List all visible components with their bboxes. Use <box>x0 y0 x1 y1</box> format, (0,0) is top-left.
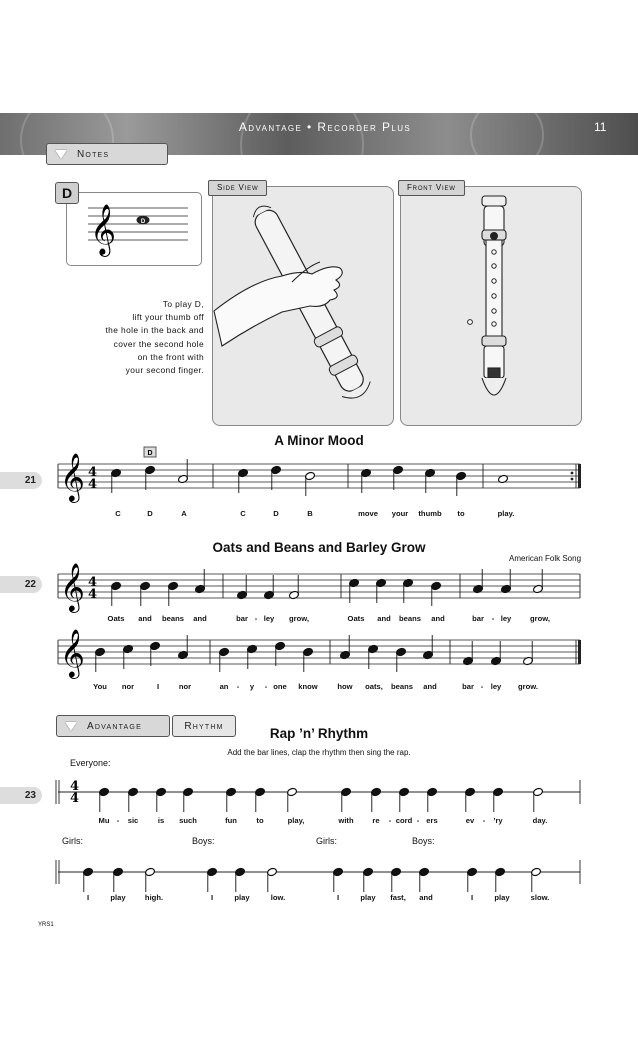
lyric-syllable: ’ry <box>493 816 503 825</box>
lyric-syllable: - <box>482 816 486 825</box>
lyric-syllable: play. <box>497 509 515 518</box>
lyric-syllable: beans <box>162 614 184 623</box>
lyric-syllable: and <box>138 614 152 623</box>
lyric-syllable: D <box>273 509 279 518</box>
page-number: 11 <box>594 120 607 134</box>
lyric-syllable: and <box>419 893 433 902</box>
lyric-syllable: You <box>93 682 107 691</box>
lyric-syllable: I <box>210 893 214 902</box>
lyric-syllable: sic <box>127 816 139 825</box>
lyric-syllable: - <box>416 816 420 825</box>
lyric-syllable: ev <box>465 816 475 825</box>
lyric-syllable: ers <box>426 816 438 825</box>
song-credit-22: American Folk Song <box>508 554 582 563</box>
girls-label: Girls: <box>62 836 83 846</box>
banner-decoration <box>20 93 114 187</box>
lyric-syllable: A <box>181 509 187 518</box>
repeat-dot <box>571 472 574 475</box>
boys-label: Boys: <box>412 836 435 846</box>
front-view-illustration <box>400 186 580 424</box>
notes-tab <box>46 143 168 165</box>
lyric-syllable: play <box>110 893 126 902</box>
lyric-syllable: grow. <box>518 682 538 691</box>
lyric-syllable: ley <box>500 614 512 623</box>
lyric-syllable: thumb <box>418 509 442 518</box>
note-marker-label: D <box>147 450 153 457</box>
lyric-syllable: bar <box>236 614 248 623</box>
fingering-line: on the front with <box>137 351 204 362</box>
rhythm-line-2 <box>58 848 588 898</box>
time-signature: 4 <box>88 477 98 492</box>
lyric-syllable: with <box>338 816 354 825</box>
side-view-illustration <box>212 186 392 424</box>
lyric-syllable: and <box>193 614 207 623</box>
song-number-21: 21 <box>0 472 42 489</box>
song-title-21: A Minor Mood <box>274 433 364 448</box>
lyric-syllable: ley <box>490 682 502 691</box>
staff-song-22-line-2 <box>58 628 588 678</box>
lyric-syllable: play, <box>287 816 305 825</box>
lyric-syllable: is <box>157 816 165 825</box>
lyric-syllable: an <box>219 682 229 691</box>
fingering-line: cover the second hole <box>113 338 204 349</box>
lyric-syllable: I <box>336 893 340 902</box>
fingering-line: the hole in the back and <box>105 325 204 336</box>
header-title: Advantage • Recorder Plus <box>238 120 412 134</box>
staff-song-22-line-1 <box>58 562 588 612</box>
lyric-syllable: y <box>249 682 255 691</box>
song-title-22: Oats and Beans and Barley Grow <box>212 540 426 555</box>
lyric-syllable: beans <box>399 614 421 623</box>
triangle-icon <box>65 722 77 731</box>
repeat-dot <box>571 478 574 481</box>
final-bar <box>578 640 581 664</box>
rhythm-tab-label: Rhythm <box>184 720 224 732</box>
lyric-syllable: high. <box>144 893 164 902</box>
lyric-syllable: I <box>86 893 90 902</box>
lyric-syllable: C <box>240 509 246 518</box>
lyric-syllable: to <box>256 816 264 825</box>
girls-label: Girls: <box>316 836 337 846</box>
note-staff <box>84 198 194 268</box>
lyric-syllable: and <box>423 682 437 691</box>
triangle-icon <box>55 150 67 159</box>
lyric-syllable: I <box>156 682 160 691</box>
lyric-syllable: know <box>298 682 318 691</box>
fingering-line: lift your thumb off <box>132 312 204 323</box>
fingering-line: To play D, <box>162 299 204 309</box>
lyric-syllable: Mu <box>98 816 110 825</box>
lyric-syllable: - <box>116 816 120 825</box>
note-letter: D <box>55 182 79 204</box>
lyric-syllable: Oats <box>347 614 365 623</box>
treble-clef-icon: 𝄞 <box>60 562 85 611</box>
lyric-syllable: - <box>480 682 484 691</box>
banner-decoration <box>470 98 544 172</box>
treble-clef-icon: 𝄞 <box>90 204 117 255</box>
lyric-syllable: play <box>234 893 250 902</box>
side-view-label: Side View <box>208 180 267 196</box>
lyric-syllable: grow, <box>530 614 550 623</box>
song-title-23: Rap ’n’ Rhythm <box>269 726 369 741</box>
lyric-syllable: grow, <box>289 614 309 623</box>
time-signature: 4 <box>70 791 80 806</box>
lyric-syllable: one <box>273 682 287 691</box>
lyric-syllable: such <box>179 816 197 825</box>
lyric-syllable: bar <box>462 682 474 691</box>
lyric-syllable: B <box>307 509 313 518</box>
notes-tab-label: Notes <box>77 148 110 160</box>
lyric-syllable: play <box>494 893 510 902</box>
song-number-23: 23 <box>0 787 42 804</box>
lyric-syllable: day. <box>532 816 548 825</box>
time-signature: 4 <box>88 465 98 480</box>
advantage-tab <box>56 715 170 737</box>
lyric-syllable: - <box>388 816 392 825</box>
final-bar <box>578 464 581 488</box>
fingering-line: your second finger. <box>125 365 204 376</box>
lyric-syllable: and <box>431 614 445 623</box>
lyric-syllable: slow. <box>530 893 550 902</box>
lyric-syllable: D <box>147 509 153 518</box>
song-number-22: 22 <box>0 576 42 593</box>
note-head-label: D <box>140 219 146 225</box>
lyric-syllable: bar <box>472 614 484 623</box>
everyone-label: Everyone: <box>70 758 111 768</box>
treble-clef-icon: 𝄞 <box>60 628 85 677</box>
lyric-syllable: cord <box>395 816 413 825</box>
lyric-syllable: fun <box>225 816 237 825</box>
lyric-syllable: fast, <box>390 893 406 902</box>
lyric-syllable: your <box>391 509 409 518</box>
rhythm-line-1 <box>58 768 588 818</box>
time-signature: 4 <box>88 575 98 590</box>
lyric-syllable: - <box>236 682 240 691</box>
lyric-syllable: to <box>457 509 465 518</box>
lyric-syllable: ley <box>263 614 275 623</box>
lyric-syllable: beans <box>391 682 413 691</box>
lyric-syllable: Oats <box>107 614 125 623</box>
fingering-instructions <box>78 298 204 377</box>
staff-song-21 <box>58 452 588 502</box>
lyric-syllable: - <box>254 614 258 623</box>
treble-clef-icon: 𝄞 <box>60 452 85 501</box>
lyric-syllable: re <box>372 816 380 825</box>
lyric-syllable: play <box>360 893 376 902</box>
front-view-label: Front View <box>398 180 465 196</box>
song-instructions-23: Add the bar lines, clap the rhythm then sing the rap. <box>227 748 411 757</box>
lyric-syllable: how <box>337 682 353 691</box>
lyric-syllable: oats, <box>365 682 383 691</box>
lyric-syllable: C <box>115 509 121 518</box>
time-signature: 4 <box>70 779 80 794</box>
footer-code: YRS1 <box>38 922 54 928</box>
lyric-syllable: move <box>358 509 378 518</box>
lyric-syllable: and <box>377 614 391 623</box>
advantage-tab-label: Advantage <box>87 720 142 732</box>
time-signature: 4 <box>88 587 98 602</box>
lyric-syllable: nor <box>121 682 135 691</box>
lyric-syllable: low. <box>270 893 286 902</box>
lyric-syllable: I <box>470 893 474 902</box>
boys-label: Boys: <box>192 836 215 846</box>
lyric-syllable: - <box>491 614 495 623</box>
lyric-syllable: - <box>264 682 268 691</box>
lyric-syllable: nor <box>178 682 192 691</box>
